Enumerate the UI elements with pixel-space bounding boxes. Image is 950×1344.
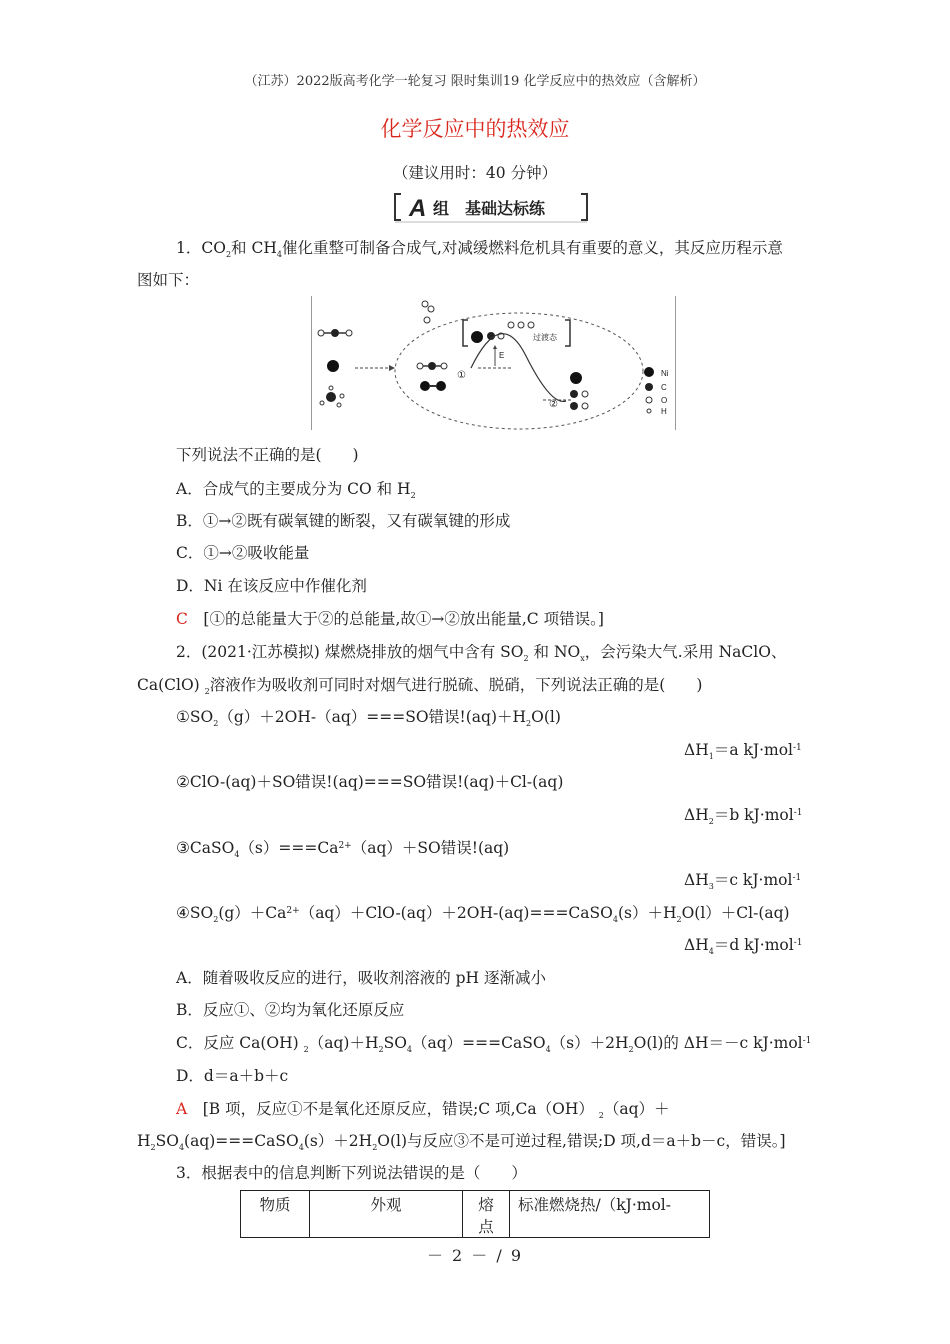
legend-ni: Ni [661,369,669,378]
table-header-cell: 熔点 [463,1191,510,1238]
table-header-row [241,1191,710,1238]
q2-answer-letter: A [176,1100,188,1118]
q2-stem-line2: Ca(ClO) $_2$溶液作为吸收剂可同时对烟气进行脱硫、脱硝，下列说法正确的是( ) [137,676,703,696]
state-2-label: ② [549,399,558,410]
legend-h: H [661,407,667,416]
q2-option-d: D．d＝a＋b＋c [176,1067,289,1085]
section-letter: A [409,195,427,222]
q2-reaction-1: $①SO_2(g)+2OH-(aq)===SO$错误$!(aq)+H_2O(l)$ [176,708,561,728]
table-header-cell: 外观 [310,1191,463,1238]
q1-stem: 1．$CO_2$和 $CH_4$催化重整可制备合成气,对减缓燃料危机具有重要的意义，其反应历程示意 [176,239,783,259]
reaction-diagram [311,296,676,430]
page-subtitle: （建议用时：40 分钟） [392,164,558,182]
section-label: 组 基础达标练 [433,199,546,218]
page-title: 化学反应中的热效应 [380,117,570,141]
q1-option-a: A．合成气的主要成分为 CO 和 $H_2$ [176,480,416,500]
table-header-cell: 物质 [241,1191,310,1238]
page-header: （江苏）2022版高考化学一轮复习 限时集训19 化学反应中的热效应（含解析） [244,74,706,89]
q2-reaction-4: $④SO_2(g)+Ca^{2+}(aq)+ClO-(aq)+2OH-(aq)===CaSO_4(s)+H_2O(l)+Cl-(aq)$ [176,904,790,924]
page-number: － 2 － / 9 [426,1246,524,1265]
q2-dh-3: $\Delta H_3=c$ kJ·mol$^{-1}$ [684,871,802,891]
q2-stem: 2．(2021·江苏模拟) 煤燃烧排放的烟气中含有 $SO_2$ 和 $NO_x$，会污染大气.采用 NaClO、 [176,643,787,663]
q1-option-c: C．①→②吸收能量 [176,544,310,562]
q1-stem-line2: 图如下： [137,271,200,289]
section-badge [391,190,591,224]
q1-answer: C [①的总能量大于②的总能量,故①→②放出能量,C 项错误。] [176,610,604,628]
q3-stem: 3．根据表中的信息判断下列说法错误的是（ ） [176,1164,527,1182]
q2-dh-4: $\Delta H_4=d$ kJ·mol$^{-1}$ [684,936,803,956]
q2-answer-line2: $H_2SO_4(aq)===CaSO_4(s)+2H_2O(l)$与反应③不是可逆过程,错误;D 项,d＝a＋b－c，错误。] [137,1132,786,1152]
q2-reaction-2: ②ClO-(aq)＋SO错误!(aq)===SO错误!(aq)＋Cl-(aq) [176,773,564,791]
q1-answer-letter: C [176,610,188,628]
q2-answer: A [B 项，反应①不是氧化还原反应，错误;C 项,Ca（OH） $_2$（aq）＋ [176,1100,670,1120]
legend-o: O [661,396,668,405]
table-header-cell: 标准燃烧热/（kJ·mol- [510,1191,710,1238]
q1-option-d: D．Ni 在该反应中作催化剂 [176,577,367,595]
q2-reaction-3: $③CaSO_4(s)===Ca^{2+}(aq)+SO$错误!(aq) [176,839,510,859]
q2-option-a: A．随着吸收反应的进行，吸收剂溶液的 pH 逐渐减小 [176,969,546,987]
q2-option-c: C．反应 Ca(OH) $_2(aq)+H_2SO_4(aq)===CaSO_4(s)+2H_2O(l)$的 ΔH＝－c kJ·mol$^{-1}$ [176,1034,812,1054]
q3-table [240,1190,710,1238]
transition-state-label: 过渡态 [533,333,557,342]
state-1-label: ① [457,370,466,381]
legend-c: C [661,383,667,392]
q2-dh-1: $\Delta H_1=a$ kJ·mol$^{-1}$ [684,741,802,761]
q2-option-b: B．反应①、②均为氧化还原反应 [176,1001,405,1019]
q1-prompt: 下列说法不正确的是( ) [176,446,359,464]
q1-option-b: B．①→②既有碳氧键的断裂，又有碳氧键的形成 [176,512,511,530]
q2-dh-2: $\Delta H_2=b$ kJ·mol$^{-1}$ [684,806,803,826]
energy-label: E [499,351,505,360]
